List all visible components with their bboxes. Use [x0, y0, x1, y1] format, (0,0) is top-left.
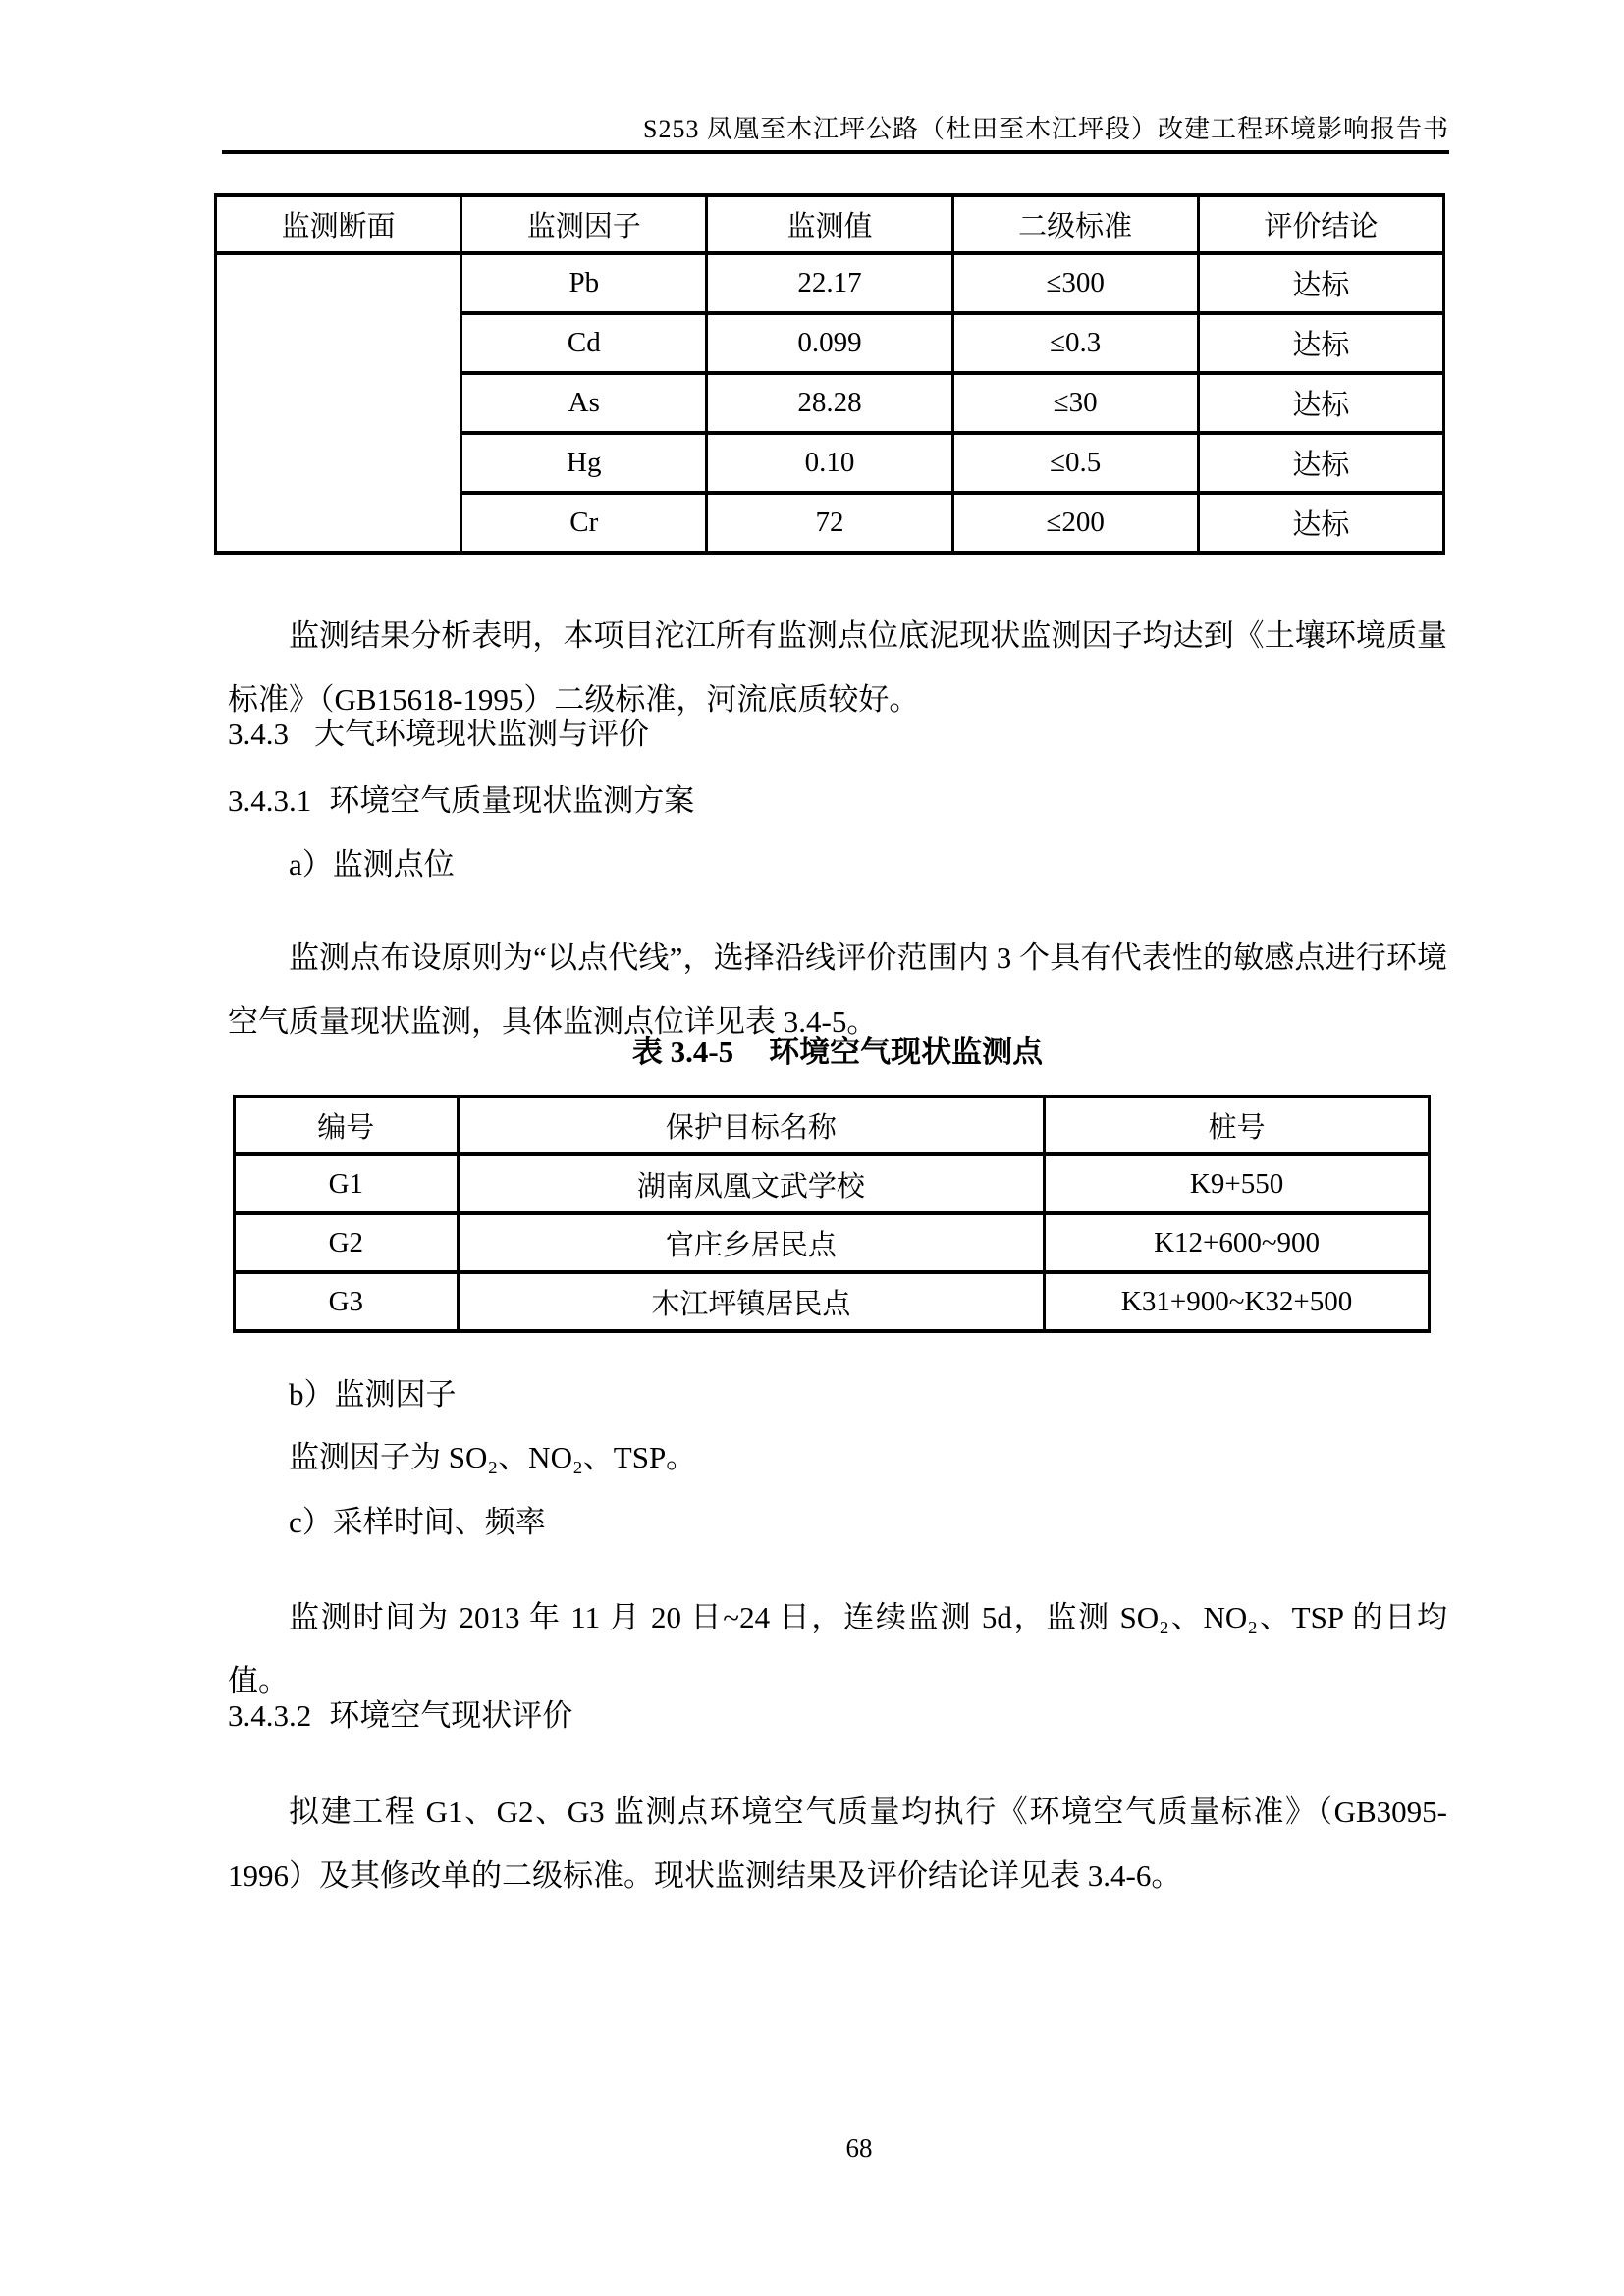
header-rule [222, 150, 1449, 154]
list-item-b: b）监测因子 [289, 1377, 457, 1412]
merged-section-cell [216, 253, 461, 553]
table-row [235, 1272, 1430, 1331]
paragraph-sediment-result: 监测结果分析表明，本项目沱江所有监测点位底泥现状监测因子均达到《土壤环境质量标准》（GB15618-1995）二级标准，河流底质较好。 [228, 618, 1447, 717]
cell-factor: As [461, 373, 707, 433]
page-number: 68 [845, 2133, 873, 2163]
cell-id: G2 [235, 1213, 459, 1272]
cell-value: 22.17 [707, 253, 952, 313]
col-header-conclusion: 评价结论 [1198, 195, 1443, 253]
paragraph-monitoring-factors: 监测因子为 SO₂、NO₂、TSP。 [289, 1440, 697, 1474]
cell-id: G3 [235, 1272, 459, 1331]
cell-stake: K31+900~K32+500 [1045, 1272, 1430, 1331]
cell-name: 官庄乡居民点 [458, 1213, 1045, 1272]
heading-3-4-3 [228, 702, 1447, 766]
caption-title: 环境空气现状监测点 [769, 1035, 1044, 1069]
col-header-standard: 二级标准 [952, 195, 1198, 253]
cell-conclusion: 达标 [1198, 493, 1443, 553]
heading-text: 环境空气现状评价 [329, 1698, 573, 1733]
cell-value: 0.099 [707, 313, 952, 373]
heading-number: 3.4.3 [228, 717, 289, 751]
cell-conclusion: 达标 [1198, 253, 1443, 313]
list-item-c: c）采样时间、频率 [289, 1505, 546, 1539]
cell-conclusion: 达标 [1198, 373, 1443, 433]
cell-id: G1 [235, 1154, 459, 1213]
col-header-stake: 桩号 [1045, 1096, 1430, 1154]
table-row [216, 253, 1444, 313]
table-caption [228, 1020, 1447, 1084]
table-row [235, 1213, 1430, 1272]
table-header-row [235, 1096, 1430, 1154]
cell-standard: ≤300 [952, 253, 1198, 313]
cell-standard: ≤30 [952, 373, 1198, 433]
list-item-a: a）监测点位 [289, 847, 455, 881]
heading-text: 环境空气质量现状监测方案 [329, 783, 695, 818]
col-header-id: 编号 [235, 1096, 459, 1154]
heading-number: 3.4.3.2 [228, 1698, 312, 1733]
col-header-name: 保护目标名称 [458, 1096, 1045, 1154]
cell-factor: Cr [461, 493, 707, 553]
paragraph-sampling-time: 监测时间为 2013 年 11 月 20 日~24 日，连续监测 5d，监测 SO₂、NO₂、TSP 的日均值。 [228, 1600, 1447, 1698]
cell-name: 湖南凤凰文武学校 [458, 1154, 1045, 1213]
cell-standard: ≤200 [952, 493, 1198, 553]
heading-3-4-3-1 [228, 769, 1447, 832]
col-header-section: 监测断面 [216, 195, 461, 253]
air-monitoring-points-table [233, 1095, 1431, 1333]
cell-conclusion: 达标 [1198, 433, 1443, 493]
table-header-row [216, 195, 1444, 253]
col-header-factor: 监测因子 [461, 195, 707, 253]
cell-stake: K9+550 [1045, 1154, 1430, 1213]
cell-standard: ≤0.3 [952, 313, 1198, 373]
caption-label: 表 3.4-5 [631, 1035, 734, 1069]
cell-value: 28.28 [707, 373, 952, 433]
paragraph-air-evaluation: 拟建工程 G1、G2、G3 监测点环境空气质量均执行《环境空气质量标准》（GB3095-1996）及其修改单的二级标准。现状监测结果及评价结论详见表 3.4-6。 [228, 1794, 1447, 1893]
table-row [235, 1154, 1430, 1213]
sediment-monitoring-table [214, 193, 1445, 555]
cell-value: 72 [707, 493, 952, 553]
report-header-title: S253 凤凰至木江坪公路（杜田至木江坪段）改建工程环境影响报告书 [643, 115, 1449, 143]
cell-factor: Cd [461, 313, 707, 373]
heading-text: 大气环境现状监测与评价 [314, 717, 649, 751]
heading-3-4-3-2 [228, 1683, 1447, 1747]
cell-factor: Pb [461, 253, 707, 313]
heading-number: 3.4.3.1 [228, 783, 312, 818]
cell-standard: ≤0.5 [952, 433, 1198, 493]
cell-factor: Hg [461, 433, 707, 493]
paragraph-monitoring-points: 监测点布设原则为“以点代线”，选择沿线评价范围内 3 个具有代表性的敏感点进行环境空气质量现状监测，具体监测点位详见表 3.4-5。 [228, 940, 1447, 1039]
cell-stake: K12+600~900 [1045, 1213, 1430, 1272]
cell-value: 0.10 [707, 433, 952, 493]
col-header-value: 监测值 [707, 195, 952, 253]
cell-conclusion: 达标 [1198, 313, 1443, 373]
cell-name: 木江坪镇居民点 [458, 1272, 1045, 1331]
